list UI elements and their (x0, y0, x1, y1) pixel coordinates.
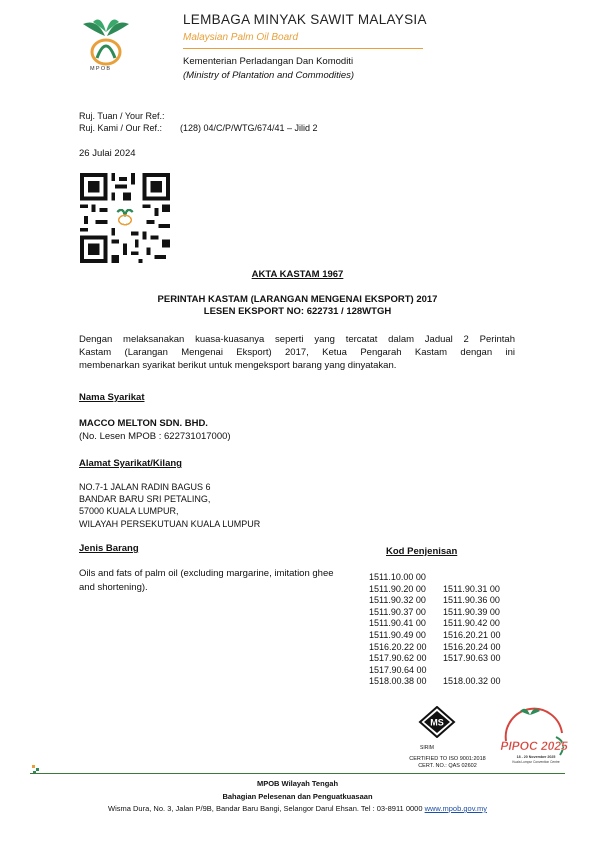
code-value: 1516.20.24 00 (443, 641, 501, 652)
code-row (369, 676, 517, 688)
code-value: 1517.90.64 00 (369, 664, 427, 675)
company-heading: Nama Syarikat (79, 392, 145, 403)
footer-contact (0, 804, 595, 813)
intro-paragraph (79, 333, 515, 372)
logo-text: MPOB (90, 66, 112, 72)
code-row (369, 618, 517, 630)
ms-certification-icon (418, 706, 456, 738)
code-value: 1511.90.37 00 (369, 606, 426, 617)
code-value: 1518.00.38 00 (369, 676, 427, 687)
sirim-label: SIRIM (420, 745, 434, 751)
code-value: 1518.00.32 00 (443, 676, 501, 687)
code-row (369, 584, 517, 596)
footer-division: Bahagian Pelesenan dan Penguatkuasaan (222, 792, 373, 801)
our-ref-label: Ruj. Kami / Our Ref.: (79, 123, 163, 133)
code-value: 1511.90.39 00 (443, 606, 500, 617)
goods-description: Oils and fats of palm oil (excluding margarine, imitation ghee and shortening). (79, 568, 334, 593)
pipoc-venue: Kuala Lumpur Convention Centre (512, 760, 560, 764)
org-name-en: Malaysian Palm Oil Board (183, 32, 299, 43)
code-value: 1511.90.42 00 (443, 618, 500, 629)
company-name: MACCO MELTON SDN. BHD. (79, 418, 208, 429)
code-value: 1511.90.49 00 (369, 629, 426, 640)
code-value: 1511.90.32 00 (369, 595, 426, 606)
ms-mark: MS (430, 717, 444, 728)
code-value: 1516.20.21 00 (443, 629, 501, 640)
footer-divider (30, 773, 565, 774)
address-line: NO.7-1 JALAN RADIN BAGUS 6 (79, 482, 211, 492)
address-line: BANDAR BARU SRI PETALING, (79, 494, 211, 505)
footer-office: MPOB Wilayah Tengah (256, 779, 339, 788)
pipoc-date: 18 - 20 November 2025 (516, 755, 556, 759)
code-value: 1511.90.36 00 (443, 595, 500, 606)
act-title: AKTA KASTAM 1967 (251, 269, 344, 280)
code-row (369, 653, 517, 665)
header-divider (183, 48, 423, 49)
footer-website-link[interactable]: www.mpob.gov.my (424, 804, 487, 813)
address-block (79, 481, 260, 530)
intro-line-2: Kastam (Larangan Mengenai Eksport) 2017, Ketua Pengarah Kastam dengan ini (79, 347, 515, 358)
ministry-en: (Ministry of Plantation and Commodities) (183, 70, 355, 81)
org-name: LEMBAGA MINYAK SAWIT MALAYSIA (183, 12, 427, 27)
qr-code[interactable] (79, 173, 171, 263)
codes-list (369, 572, 517, 688)
our-ref-value: (128) 04/C/P/WTG/674/41 – Jilid 2 (180, 123, 318, 133)
address-line: 57000 KUALA LUMPUR, (79, 506, 179, 517)
address-heading: Alamat Syarikat/Kilang (79, 458, 182, 469)
cert-line-2: CERT. NO.: QAS 02602 (418, 763, 477, 769)
cert-text (400, 756, 495, 770)
code-value: 1517.90.63 00 (443, 653, 501, 664)
pipoc-name: PIPOC 2025 (500, 739, 568, 753)
code-value: 1511.90.20 00 (369, 583, 426, 594)
code-value: 1516.20.22 00 (369, 641, 427, 652)
code-row (369, 607, 517, 619)
company-license: (No. Lesen MPOB : 622731017000) (79, 431, 231, 442)
code-value: 1517.90.62 00 (369, 653, 427, 664)
cert-line-1: CERTIFIED TO ISO 9001:2018 (409, 756, 486, 762)
codes-heading: Kod Penjenisan (386, 546, 458, 557)
license-number: LESEN EKSPORT NO: 622731 / 128WTGH (203, 306, 392, 317)
order-title: PERINTAH KASTAM (LARANGAN MENGENAI EKSPORT) 2017 (157, 294, 438, 305)
code-row (369, 595, 517, 607)
address-line: WILAYAH PERSEKUTUAN KUALA LUMPUR (79, 518, 261, 529)
code-row (369, 642, 517, 654)
intro-line-3: membenarkan syarikat berikut untuk mengeksport barang yang dinyatakan. (79, 360, 397, 371)
code-value: 1511.90.41 00 (369, 618, 426, 629)
code-row (369, 630, 517, 642)
pipoc-logo (496, 703, 574, 765)
code-value: 1511.90.31 00 (443, 583, 500, 594)
goods-heading: Jenis Barang (79, 543, 139, 554)
intro-line-1: Dengan melaksanakan kuasa-kuasanya seperti yang tercatat dalam Jadual 2 Perintah (79, 334, 515, 345)
footer-address: Wisma Dura, No. 3, Jalan P/9B, Bandar Baru Bangi, Selangor Darul Ehsan. Tel : 03-8911 0000 (108, 804, 423, 813)
mpob-logo (75, 14, 137, 74)
code-row (369, 665, 517, 677)
letter-date: 26 Julai 2024 (79, 148, 136, 159)
code-value: 1511.10.00 00 (369, 572, 426, 582)
code-row (369, 572, 517, 584)
ministry-ms: Kementerian Perladangan Dan Komoditi (183, 56, 354, 67)
your-ref-label: Ruj. Tuan / Your Ref.: (79, 111, 165, 121)
